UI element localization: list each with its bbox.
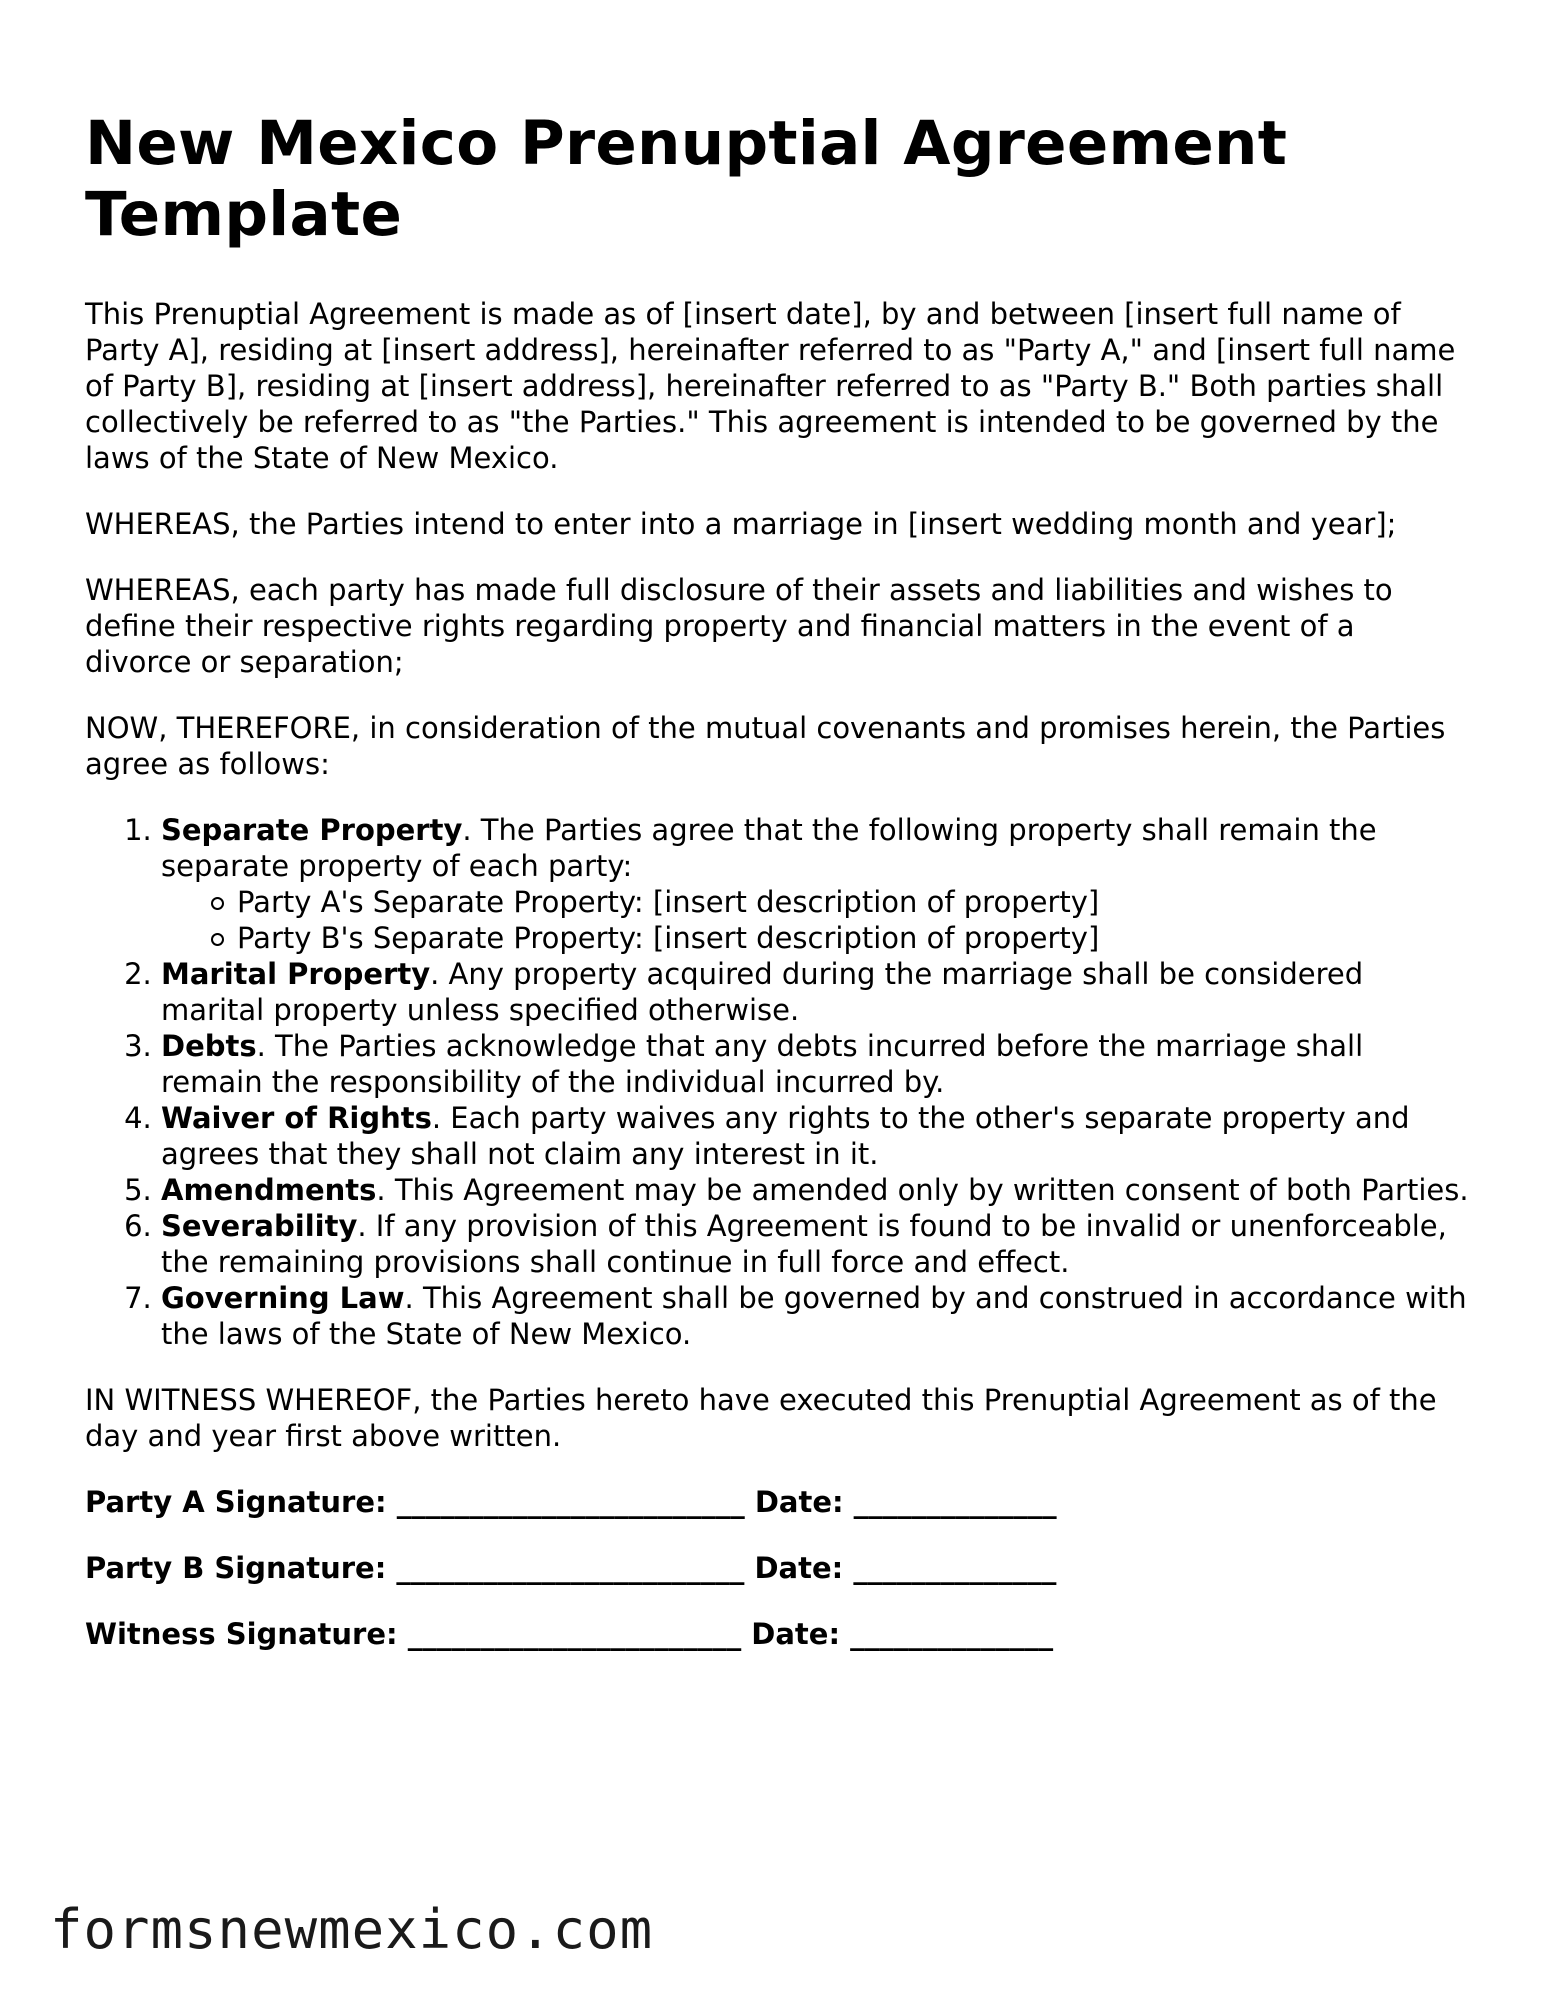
term-heading: Separate Property <box>161 813 463 847</box>
sub-item <box>237 884 1470 920</box>
now-therefore-paragraph: NOW, THEREFORE, in consideration of the mutual covenants and promises herein, the Parties agree as follows: <box>85 711 1446 781</box>
term-heading: Severability <box>161 1209 358 1243</box>
document-page <box>85 108 1470 1682</box>
term-text: . This Agreement shall be governed by and construed in accordance with the laws of the State of New Mexico. <box>161 1281 1467 1351</box>
term-text: . The Parties acknowledge that any debts incurred before the marriage shall remain the responsibility of the individual incurred by. <box>161 1029 1364 1099</box>
witness-signature-line[interactable]: Witness Signature: _______________________ Date: ______________ <box>85 1617 1054 1651</box>
party-a-signature-line[interactable]: Party A Signature: ________________________ Date: ______________ <box>85 1485 1057 1519</box>
site-watermark: formsnewmexico.com <box>50 1898 654 1961</box>
sub-item-text: Party B's Separate Property: [insert description of property] <box>237 921 1100 955</box>
document-title: New Mexico Prenuptial Agreement Template <box>85 108 1288 250</box>
term-item <box>161 1100 1470 1172</box>
sub-item <box>237 920 1470 956</box>
term-heading: Waiver of Rights <box>161 1101 432 1135</box>
witness-clause: IN WITNESS WHEREOF, the Parties hereto have executed this Prenuptial Agreement as of the day and year first above written. <box>85 1383 1437 1453</box>
term-heading: Amendments <box>161 1173 377 1207</box>
term-item <box>161 1280 1470 1352</box>
term-text: . The Parties agree that the following property shall remain the separate property of each party: <box>161 813 1377 883</box>
circle-bullet-icon <box>211 897 224 910</box>
term-item <box>161 1028 1470 1100</box>
term-item <box>161 1172 1470 1208</box>
term-text: . If any provision of this Agreement is found to be invalid or unenforceable, the remaining provisions shall continue in full force and effect. <box>161 1209 1447 1279</box>
term-item <box>161 956 1470 1028</box>
term-text: . Each party waives any rights to the other's separate property and agrees that they shall not claim any interest in it. <box>161 1101 1410 1171</box>
term-text: . Any property acquired during the marriage shall be considered marital property unless specified otherwise. <box>161 957 1364 1027</box>
whereas-paragraph-2: WHEREAS, each party has made full disclosure of their assets and liabilities and wishes to define their respective rights regarding property and financial matters in the event of a divorce or separation; <box>85 573 1393 679</box>
term-text: . This Agreement may be amended only by written consent of both Parties. <box>376 1173 1469 1207</box>
term-item <box>161 1208 1470 1280</box>
term-heading: Governing Law <box>161 1281 405 1315</box>
party-b-signature-line[interactable]: Party B Signature: ________________________ Date: ______________ <box>85 1551 1057 1585</box>
separate-property-list <box>161 884 1470 956</box>
term-heading: Marital Property <box>161 957 431 991</box>
sub-item-text: Party A's Separate Property: [insert description of property] <box>237 885 1100 919</box>
circle-bullet-icon <box>211 933 224 946</box>
whereas-paragraph-1: WHEREAS, the Parties intend to enter into a marriage in [insert wedding month and year]; <box>85 507 1397 541</box>
terms-list <box>85 812 1470 1352</box>
term-heading: Debts <box>161 1029 257 1063</box>
intro-paragraph: This Prenuptial Agreement is made as of [insert date], by and between [insert full name of Party A], residing at [insert address], hereinafter referred to as "Party A," and [insert full name of Party B], residing at [insert address], hereinafter referred to as "Party B." Both parties shall collectively be referred to as "the Parties." This agreement is intended to be governed by the laws of the State of New Mexico. <box>85 297 1456 475</box>
term-item <box>161 812 1470 956</box>
